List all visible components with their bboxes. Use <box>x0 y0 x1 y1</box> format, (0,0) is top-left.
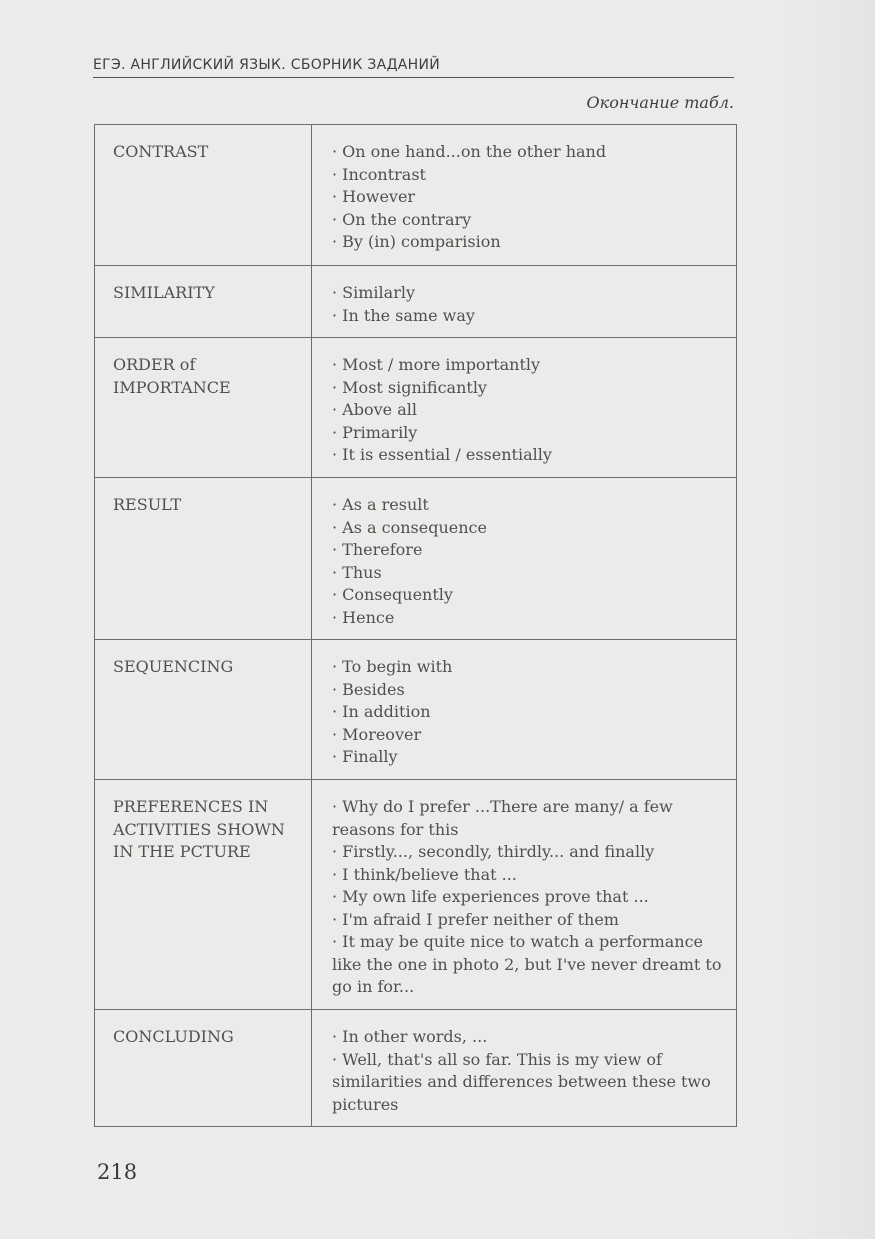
list-item: · Consequently <box>332 584 722 607</box>
list-item: · It is essential / essentially <box>332 444 722 467</box>
table-row <box>95 1010 737 1127</box>
category-cell: ORDER of IMPORTANCE <box>95 338 312 478</box>
table-row <box>95 640 737 780</box>
list-item: · Therefore <box>332 539 722 562</box>
phrase-list <box>332 494 722 629</box>
table-row <box>95 338 737 478</box>
category-cell: PREFERENCES IN ACTIVITIES SHOWN IN THE PCTURE <box>95 780 312 1010</box>
phrase-list <box>332 282 722 327</box>
list-item: · Most significantly <box>332 377 722 400</box>
list-item: · My own life experiences prove that ... <box>332 886 722 909</box>
list-item: · Finally <box>332 746 722 769</box>
list-item: · However <box>332 186 722 209</box>
table-row <box>95 780 737 1010</box>
items-cell <box>312 478 737 640</box>
items-cell <box>312 266 737 338</box>
phrase-list <box>332 796 722 999</box>
list-item: · Moreover <box>332 724 722 747</box>
category-cell: RESULT <box>95 478 312 640</box>
category-cell: CONCLUDING <box>95 1010 312 1127</box>
list-item: · In addition <box>332 701 722 724</box>
list-item: · Incontrast <box>332 164 722 187</box>
items-cell <box>312 125 737 266</box>
list-item: · Most / more importantly <box>332 354 722 377</box>
list-item: · In other words, ... <box>332 1026 722 1049</box>
items-cell <box>312 640 737 780</box>
header-rule <box>93 77 734 78</box>
list-item: · As a consequence <box>332 517 722 540</box>
linking-phrases-table <box>94 124 737 1127</box>
running-title: ЕГЭ. АНГЛИЙСКИЙ ЯЗЫК. СБОРНИК ЗАДАНИЙ <box>93 57 441 73</box>
phrase-list <box>332 354 722 467</box>
items-cell <box>312 1010 737 1127</box>
list-item: · Above all <box>332 399 722 422</box>
list-item: · On the contrary <box>332 209 722 232</box>
page-edge-shadow <box>785 0 875 1239</box>
list-item: · Well, that's all so far. This is my view of similarities and differences between these two pictures <box>332 1049 722 1117</box>
list-item: · Primarily <box>332 422 722 445</box>
list-item: · I think/believe that ... <box>332 864 722 887</box>
list-item: · On one hand...on the other hand <box>332 141 722 164</box>
list-item: · Why do I prefer ...There are many/ a few reasons for this <box>332 796 722 841</box>
table-continuation-note: Окончание табл. <box>586 93 734 112</box>
category-cell: SIMILARITY <box>95 266 312 338</box>
list-item: · Firstly..., secondly, thirdly... and finally <box>332 841 722 864</box>
phrase-list <box>332 656 722 769</box>
list-item: · I'm afraid I prefer neither of them <box>332 909 722 932</box>
phrase-list <box>332 1026 722 1116</box>
table-row <box>95 125 737 266</box>
table-row <box>95 478 737 640</box>
items-cell <box>312 338 737 478</box>
table-row <box>95 266 737 338</box>
list-item: · In the same way <box>332 305 722 328</box>
list-item: · Similarly <box>332 282 722 305</box>
list-item: · It may be quite nice to watch a performance like the one in photo 2, but I've never dreamt to go in for... <box>332 931 722 999</box>
list-item: · By (in) comparision <box>332 231 722 254</box>
list-item: · Besides <box>332 679 722 702</box>
page-number: 218 <box>97 1160 138 1184</box>
items-cell <box>312 780 737 1010</box>
category-cell: CONTRAST <box>95 125 312 266</box>
category-cell: SEQUENCING <box>95 640 312 780</box>
list-item: · Thus <box>332 562 722 585</box>
list-item: · Hence <box>332 607 722 630</box>
list-item: · To begin with <box>332 656 722 679</box>
phrase-list <box>332 141 722 254</box>
list-item: · As a result <box>332 494 722 517</box>
